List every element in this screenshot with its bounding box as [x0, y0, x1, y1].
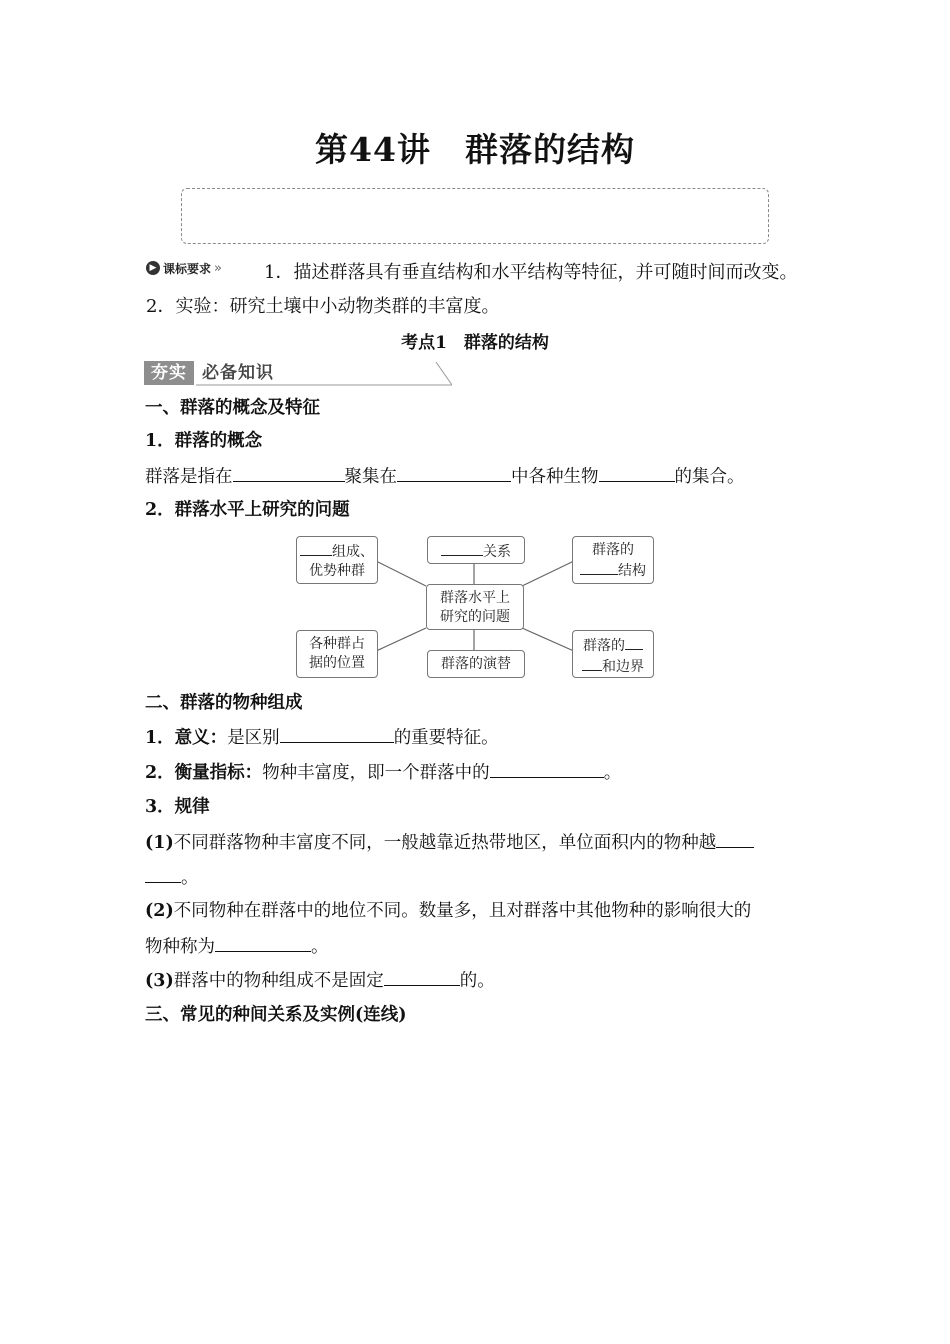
- blank[interactable]: [145, 864, 181, 883]
- heading-1-2: 2．群落水平上研究的问题: [145, 500, 350, 520]
- node-top-center: 关系: [427, 536, 525, 564]
- node-top-left: 组成、 优势种群: [296, 536, 378, 584]
- play-icon: ▶: [146, 261, 160, 275]
- blank[interactable]: [490, 759, 604, 778]
- blank[interactable]: [300, 541, 332, 556]
- rule-2: (2)不同物种在群落中的地位不同。数量多，且对群落中其他物种的影响很大的: [145, 901, 752, 921]
- node-top-right: 群落的 结构: [572, 536, 654, 584]
- heading-3: 三、常见的种间关系及实例(连线): [145, 1005, 407, 1025]
- blank[interactable]: [215, 933, 311, 952]
- node-bottom-left: 各种群占 据的位置: [296, 630, 378, 678]
- requirements-badge-label: 课标要求: [163, 261, 212, 276]
- rule-1: (1)不同群落物种丰富度不同，一般越靠近热带地区，单位面积内的物种越: [145, 829, 754, 855]
- blank[interactable]: [441, 541, 483, 556]
- blank[interactable]: [582, 656, 602, 671]
- rule-3: (3)群落中的物种组成不是固定 的。: [145, 967, 495, 993]
- node-bottom-right: 群落的 和边界: [572, 630, 654, 678]
- heading-1: 一、群落的概念及特征: [145, 398, 320, 418]
- community-definition: 群落是指在 聚集在 中各种生物 的集合。: [145, 463, 745, 489]
- research-diagram: [294, 534, 656, 680]
- heading-2-3: 3．规律: [145, 797, 210, 817]
- rule-2-cont: 物种称为 。: [145, 933, 329, 959]
- double-chevron-icon: »: [214, 260, 222, 276]
- node-bottom-center: 群落的演替: [427, 650, 525, 678]
- heading-2: 二、群落的物种组成: [145, 693, 303, 713]
- page-title: 第44讲 群落的结构: [315, 130, 635, 169]
- blank[interactable]: [625, 635, 643, 650]
- banner-left: 夯实: [144, 361, 194, 385]
- banner-underline: [196, 361, 452, 386]
- blank[interactable]: [580, 560, 618, 575]
- blank[interactable]: [599, 463, 675, 482]
- requirements-badge: [146, 260, 222, 276]
- dashed-box: [181, 188, 769, 244]
- curriculum-requirements: 1．描述群落具有垂直结构和水平结构等特征，并可随时间而改变。 2．实验：研究土壤中小动物类群的丰富度。: [146, 262, 807, 317]
- measure-line: 2．衡量指标：物种丰富度，即一个群落中的 。: [145, 759, 621, 785]
- blank[interactable]: [233, 463, 345, 482]
- blank[interactable]: [280, 724, 394, 743]
- blank[interactable]: [397, 463, 511, 482]
- kaodian-title: 考点1 群落的结构: [401, 333, 549, 353]
- blank[interactable]: [716, 829, 754, 848]
- blank[interactable]: [384, 967, 460, 986]
- meaning-line: 1．意义：是区别 的重要特征。: [145, 724, 499, 750]
- banner-right: 必备知识: [202, 363, 274, 383]
- node-center: 群落水平上 研究的问题: [426, 584, 524, 630]
- rule-1-cont: 。: [145, 864, 199, 890]
- heading-1-1: 1．群落的概念: [145, 431, 263, 451]
